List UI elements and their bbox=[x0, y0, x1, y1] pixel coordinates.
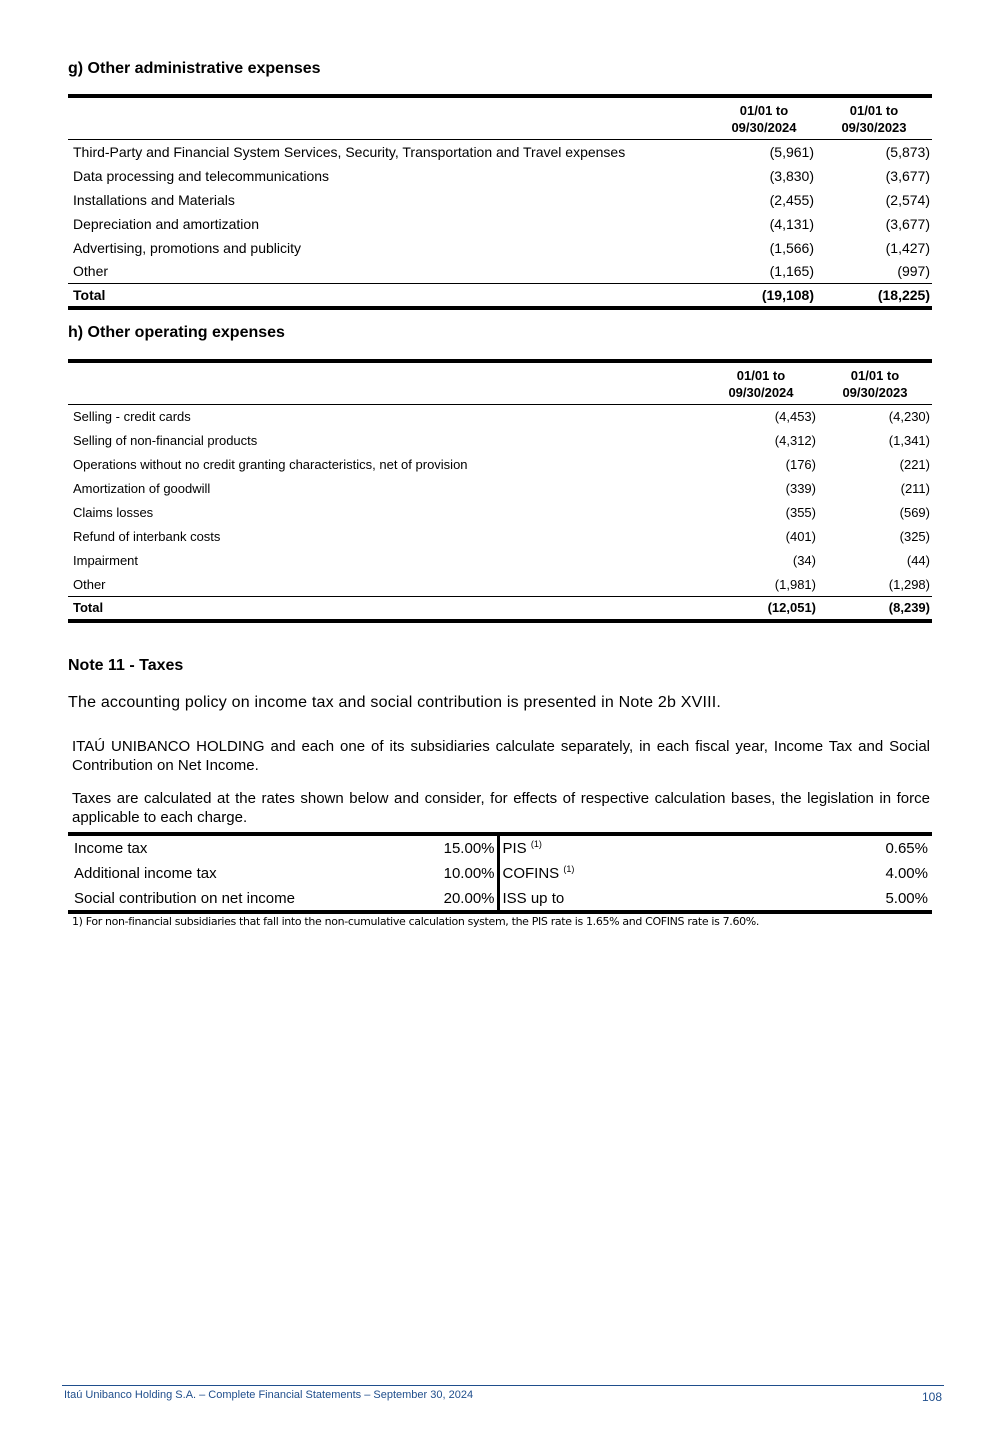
row-label: Data processing and telecommunications bbox=[73, 167, 330, 184]
accounting-policy-text: The accounting policy on income tax and social contribution is presented in Note 2b XVIII. bbox=[68, 694, 722, 711]
header-blank bbox=[68, 361, 704, 405]
table-row bbox=[68, 140, 932, 164]
value-2024: (339) bbox=[785, 481, 816, 496]
tax-name-text: ISS up to bbox=[502, 889, 565, 907]
table-row bbox=[68, 212, 932, 236]
section-h-title: h) Other operating expenses bbox=[68, 324, 285, 341]
column-header-2024: 01/01 to 09/30/2024 bbox=[712, 96, 816, 140]
tax-name bbox=[498, 834, 788, 860]
row-label: Other bbox=[73, 263, 109, 280]
table-header-row bbox=[68, 361, 932, 405]
total-row bbox=[68, 597, 932, 621]
tax-name-text: PIS bbox=[502, 840, 527, 857]
value-2024: (3,830) bbox=[769, 167, 814, 184]
value-2024: (1,566) bbox=[769, 239, 814, 256]
value-2024: (401) bbox=[785, 529, 816, 544]
operating-expenses-table bbox=[68, 359, 932, 623]
page-number: 108 bbox=[921, 1390, 942, 1404]
tax-name bbox=[498, 886, 788, 912]
value-2024: (1,165) bbox=[769, 263, 814, 280]
value-2024: (4,131) bbox=[769, 215, 814, 232]
row-label: Selling of non-financial products bbox=[73, 433, 258, 448]
total-value-2023: (8,239) bbox=[818, 597, 932, 621]
value-2023: (211) bbox=[900, 481, 930, 496]
value-2023: (1,341) bbox=[888, 433, 930, 448]
tax-rate: 4.00% bbox=[885, 864, 928, 882]
table-body bbox=[68, 405, 932, 621]
row-label: Advertising, promotions and publicity bbox=[73, 239, 302, 256]
table-row bbox=[68, 501, 932, 525]
footnote-marker: (1) bbox=[530, 839, 542, 849]
tax-rate-row bbox=[68, 886, 932, 912]
total-label: Total bbox=[68, 597, 704, 621]
tax-rate-row bbox=[68, 860, 932, 886]
tax-name: Income tax bbox=[74, 839, 148, 857]
table-row bbox=[68, 164, 932, 188]
value-2024: (1,981) bbox=[774, 576, 816, 592]
tax-rates-paragraph: Taxes are calculated at the rates shown below and consider, for effects of respective calculation bases, the legislation in force applicable to each charge. bbox=[72, 790, 930, 826]
value-2023: (2,574) bbox=[885, 191, 930, 208]
table-row bbox=[68, 188, 932, 212]
table-row bbox=[68, 477, 932, 501]
table-row bbox=[68, 429, 932, 453]
value-2024: (5,961) bbox=[769, 143, 814, 160]
tax-rate: 15.00% bbox=[436, 834, 498, 860]
value-2023: (221) bbox=[899, 457, 930, 472]
tax-rate: 20.00% bbox=[436, 886, 498, 912]
row-label: Refund of interbank costs bbox=[73, 529, 221, 544]
tax-name: Additional income tax bbox=[74, 864, 217, 882]
total-value-2024: (19,108) bbox=[712, 284, 816, 308]
note-11-title: Note 11 - Taxes bbox=[68, 657, 184, 674]
table-row bbox=[68, 525, 932, 549]
footer-document-title: Itaú Unibanco Holding S.A. – Complete Financial Statements – September 30, 2024 bbox=[64, 1389, 474, 1401]
row-label: Depreciation and amortization bbox=[73, 215, 259, 232]
value-2024: (4,312) bbox=[774, 433, 816, 448]
tax-rate: 10.00% bbox=[436, 860, 498, 886]
subsidiaries-paragraph: ITAÚ UNIBANCO HOLDING and each one of its subsidiaries calculate separately, in each fiscal year, Income Tax and Social Contribution on Net Income. bbox=[72, 738, 930, 774]
total-label: Total bbox=[68, 284, 712, 308]
tax-name bbox=[498, 860, 788, 886]
value-2023: (5,873) bbox=[885, 143, 930, 160]
header-blank bbox=[68, 96, 712, 140]
value-2024: (4,453) bbox=[774, 409, 816, 425]
table-row bbox=[68, 573, 932, 597]
footnote: 1) For non-financial subsidiaries that fall into the non-cumulative calculation system, the PIS rate is 1.65% and COFINS rate is 7.60%. bbox=[72, 915, 759, 928]
tax-rates-table bbox=[68, 832, 932, 914]
value-2023: (3,677) bbox=[885, 215, 930, 232]
row-label: Installations and Materials bbox=[73, 191, 235, 208]
column-header-2024: 01/01 to 09/30/2024 bbox=[704, 361, 818, 405]
value-2023: (569) bbox=[899, 505, 930, 520]
tax-name-text: COFINS bbox=[502, 865, 560, 882]
value-2023: (325) bbox=[899, 529, 930, 544]
column-header-2023: 01/01 to 09/30/2023 bbox=[816, 96, 932, 140]
tax-rate: 5.00% bbox=[885, 889, 928, 907]
section-g-title: g) Other administrative expenses bbox=[68, 60, 321, 77]
row-label: Claims losses bbox=[73, 505, 154, 520]
row-label: Operations without no credit granting characteristics, net of provision bbox=[73, 457, 468, 472]
table-row bbox=[68, 260, 932, 284]
footer-divider bbox=[62, 1385, 944, 1386]
tax-name: Social contribution on net income bbox=[74, 889, 295, 907]
table-body bbox=[68, 834, 932, 912]
value-2023: (4,230) bbox=[888, 409, 930, 425]
table-row bbox=[68, 236, 932, 260]
footnote-marker: (1) bbox=[563, 864, 575, 874]
column-header-2023: 01/01 to 09/30/2023 bbox=[818, 361, 932, 405]
total-value-2024: (12,051) bbox=[704, 597, 818, 621]
value-2024: (176) bbox=[785, 457, 816, 472]
table-row bbox=[68, 405, 932, 429]
tax-rate-row bbox=[68, 834, 932, 860]
table-row bbox=[68, 453, 932, 477]
table-row bbox=[68, 549, 932, 573]
value-2024: (2,455) bbox=[769, 191, 814, 208]
total-row bbox=[68, 284, 932, 308]
row-label: Other bbox=[73, 576, 106, 592]
value-2024: (34) bbox=[792, 553, 816, 568]
total-value-2023: (18,225) bbox=[816, 284, 932, 308]
value-2023: (1,427) bbox=[885, 239, 930, 256]
row-label: Impairment bbox=[73, 553, 139, 568]
value-2024: (355) bbox=[785, 505, 816, 520]
value-2023: (1,298) bbox=[888, 576, 930, 592]
table-body bbox=[68, 140, 932, 308]
value-2023: (3,677) bbox=[885, 167, 930, 184]
table-header-row bbox=[68, 96, 932, 140]
value-2023: (997) bbox=[897, 263, 930, 280]
row-label: Selling - credit cards bbox=[73, 409, 191, 425]
value-2023: (44) bbox=[906, 553, 930, 568]
tax-rate: 0.65% bbox=[885, 839, 928, 857]
administrative-expenses-table bbox=[68, 94, 932, 310]
row-label: Amortization of goodwill bbox=[73, 481, 211, 496]
row-label: Third-Party and Financial System Services, Security, Transportation and Travel expenses bbox=[73, 143, 626, 160]
